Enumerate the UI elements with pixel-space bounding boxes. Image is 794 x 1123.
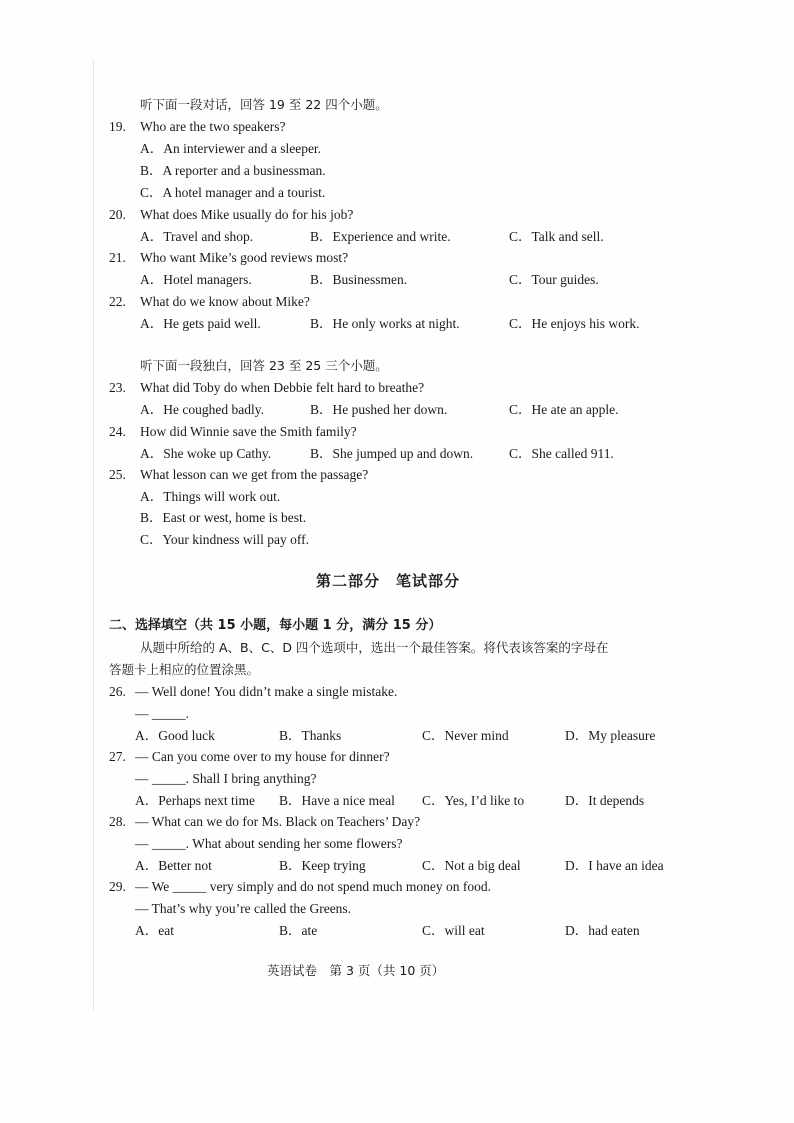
question-number: 24. [109, 424, 126, 439]
option-c: C．will eat [422, 923, 485, 938]
option-b: B．She jumped up and down. [310, 446, 474, 461]
section-instruction-line-1: 从题中所给的 A、B、C、D 四个选项中，选出一个最佳答案。将代表该答案的字母在 [140, 640, 609, 655]
dialogue-line-2: — _____. What about sending her some flowers? [135, 836, 403, 851]
option-a: A．An interviewer and a sleeper. [140, 141, 322, 156]
dialogue-line-1: — Can you come over to my house for dinner? [135, 749, 390, 764]
option-a: A．Good luck [135, 728, 215, 743]
question-text: Who want Mike’s good reviews most? [140, 250, 349, 265]
section-subtitle: 二、选择填空（共 15 小题，每小题 1 分，满分 15 分） [109, 618, 442, 633]
dialogue-line-2: — _____. Shall I bring anything? [135, 771, 317, 786]
question-number: 20. [109, 207, 126, 222]
option-a: A．eat [135, 923, 174, 938]
dialogue-line-1: — What can we do for Ms. Black on Teachers’ Day? [135, 814, 421, 829]
option-d: D．I have an idea [565, 858, 664, 873]
option-c: C．He enjoys his work. [509, 316, 640, 331]
option-b: B．Thanks [279, 728, 342, 743]
question-text: What did Toby do when Debbie felt hard to breathe? [140, 380, 425, 395]
option-b: B．Businessmen. [310, 272, 408, 287]
option-a: A．Travel and shop. [140, 229, 254, 244]
option-c: C．Yes, I’d like to [422, 793, 525, 808]
dialogue-line-2: — _____. [135, 706, 189, 721]
option-d: D．It depends [565, 793, 645, 808]
question-number: 27. [109, 749, 126, 764]
option-b: B．ate [279, 923, 318, 938]
option-a: A．He gets paid well. [140, 316, 261, 331]
option-a: A．Hotel managers. [140, 272, 252, 287]
dialogue-line-2: — That’s why you’re called the Greens. [135, 901, 352, 916]
question-text: What lesson can we get from the passage? [140, 467, 369, 482]
listening-instruction-1: 听下面一段对话，回答 19 至 22 四个小题。 [140, 97, 388, 112]
question-number: 22. [109, 294, 126, 309]
option-c: C．Talk and sell. [509, 229, 604, 244]
question-number: 19. [109, 119, 126, 134]
option-a: A．Better not [135, 858, 212, 873]
option-b: B．He only works at night. [310, 316, 460, 331]
question-text: What does Mike usually do for his job? [140, 207, 354, 222]
option-b: B．Keep trying [279, 858, 366, 873]
option-c: C．Tour guides. [509, 272, 599, 287]
question-number: 25. [109, 467, 126, 482]
listening-instruction-2: 听下面一段独白，回答 23 至 25 三个小题。 [140, 358, 388, 373]
option-c: C．He ate an apple. [509, 402, 619, 417]
option-c: C．Your kindness will pay off. [140, 532, 310, 547]
question-text: Who are the two speakers? [140, 119, 286, 134]
option-a: A．She woke up Cathy. [140, 446, 272, 461]
option-d: D．had eaten [565, 923, 640, 938]
section-title: 第二部分 笔试部分 [316, 572, 461, 590]
option-c: C．She called 911. [509, 446, 614, 461]
option-d: D．My pleasure [565, 728, 656, 743]
question-text: What do we know about Mike? [140, 294, 310, 309]
option-c: C．A hotel manager and a tourist. [140, 185, 326, 200]
option-b: B．A reporter and a businessman. [140, 163, 326, 178]
option-b: B．He pushed her down. [310, 402, 448, 417]
option-a: A．Things will work out. [140, 489, 281, 504]
question-number: 29. [109, 879, 126, 894]
dialogue-line-1: — We _____ very simply and do not spend much money on food. [135, 879, 491, 894]
question-number: 28. [109, 814, 126, 829]
dialogue-line-1: — Well done! You didn’t make a single mistake. [135, 684, 398, 699]
section-instruction-line-2: 答题卡上相应的位置涂黑。 [109, 662, 260, 677]
option-c: C．Never mind [422, 728, 509, 743]
option-a: A．He coughed badly. [140, 402, 264, 417]
option-b: B．East or west, home is best. [140, 510, 307, 525]
option-b: B．Have a nice meal [279, 793, 395, 808]
option-c: C．Not a big deal [422, 858, 521, 873]
question-number: 21. [109, 250, 126, 265]
page-footer: 英语试卷 第 3 页（共 10 页） [267, 963, 445, 978]
question-text: How did Winnie save the Smith family? [140, 424, 357, 439]
question-number: 26. [109, 684, 126, 699]
option-b: B．Experience and write. [310, 229, 451, 244]
question-number: 23. [109, 380, 126, 395]
option-a: A．Perhaps next time [135, 793, 255, 808]
